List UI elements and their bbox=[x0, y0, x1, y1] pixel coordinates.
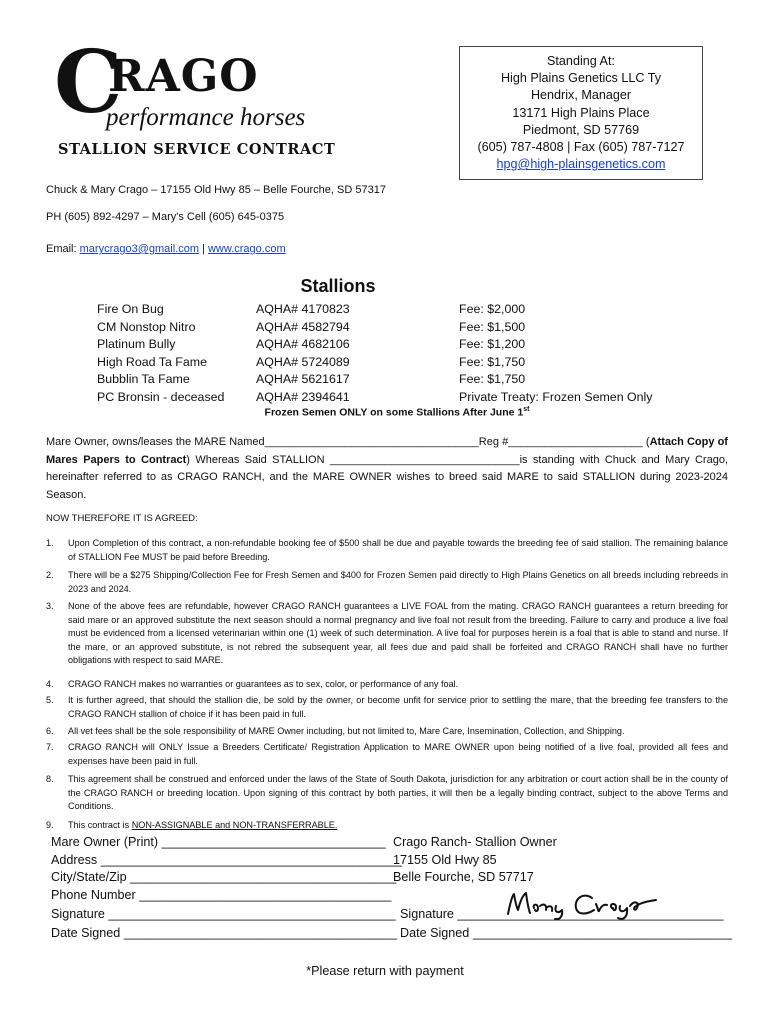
contact-phone: PH (605) 892-4297 – Mary's Cell (605) 645-0375 bbox=[46, 211, 285, 223]
stallion-name: CM Nonstop Nitro bbox=[97, 319, 196, 334]
clause-text bbox=[68, 819, 728, 833]
clause-number: 4. bbox=[46, 679, 54, 689]
contract-title: STALLION SERVICE CONTRACT bbox=[58, 141, 336, 158]
ranch-signature-line[interactable]: Signature ______________________________________ bbox=[400, 907, 724, 921]
standing-line: Standing At: bbox=[547, 54, 615, 68]
stallion-reg: AQHA# 5724089 bbox=[256, 354, 350, 369]
website-link[interactable]: www.crago.com bbox=[207, 243, 286, 255]
logo-initial: C bbox=[54, 32, 121, 133]
stallion-fee: Fee: $1,750 bbox=[459, 372, 526, 386]
city-state-zip-line[interactable]: City/State/Zip ______________________________________ bbox=[51, 870, 397, 884]
standing-line: 13171 High Plains Place bbox=[512, 105, 650, 120]
stallion-reg: AQHA# 4582794 bbox=[256, 319, 350, 334]
contact-address: Chuck & Mary Crago – 17155 Old Hwy 85 – Belle Fourche, SD 57317 bbox=[46, 184, 386, 196]
separator: | bbox=[199, 243, 208, 255]
clause-9-text: This contract is bbox=[68, 820, 132, 830]
intro-text-1: Mare Owner, owns/leases the MARE Named___________________________________Reg #______________________ ( bbox=[46, 436, 650, 448]
clause-text: CRAGO RANCH will ONLY Issue a Breeders Certificate/ Registration Application to MARE OWNER upon being notified of a live foal, provided all fees and expenses have been paid in full. bbox=[68, 742, 728, 766]
stallion-name: Bubblin Ta Fame bbox=[97, 372, 190, 386]
ranch-city: Belle Fourche, SD 57717 bbox=[393, 870, 534, 884]
stallion-fee: Fee: $1,750 bbox=[459, 354, 526, 369]
clause-number: 2. bbox=[46, 570, 54, 580]
ranch-address: 17155 Old Hwy 85 bbox=[393, 853, 497, 867]
clause-number: 9. bbox=[46, 820, 54, 830]
clause-text: None of the above fees are refundable, however CRAGO RANCH guarantees a LIVE FOAL from the mating. CRAGO RANCH guarantees a return breeding for said mare or an approved substitute the next season should a normal pregnancy and live foal not result from the breeding. Failure to carry and produce a live foal must be evidenced from a licensed veterinarian within one (1) week of such determination. A live foal for purposes herein is a foal that is able to stand and nurse. If the mare, or an approved substitute, is not rebred the subsequent year, all fees due and paid shall be forfeited and CRAGO RANCH shall have no further obligations with respect to said MARE. bbox=[68, 601, 728, 666]
phone-number-line[interactable]: Phone Number ____________________________________ bbox=[51, 888, 392, 902]
clause-number: 8. bbox=[46, 774, 54, 784]
stallion-name: Fire On Bug bbox=[97, 302, 164, 316]
address-line[interactable]: Address ___________________________________________ bbox=[51, 853, 402, 867]
handwritten-signature bbox=[500, 886, 660, 922]
clause-number: 5. bbox=[46, 695, 54, 705]
frozen-note-text: Frozen Semen ONLY on some Stallions After June 1 bbox=[264, 406, 524, 419]
stallion-name: Platinum Bully bbox=[97, 337, 176, 351]
clause-number: 7. bbox=[46, 742, 54, 752]
email-link[interactable]: marycrago3@gmail.com bbox=[79, 243, 199, 255]
stallion-name: PC Bronsin - deceased bbox=[97, 389, 225, 404]
clause-text: CRAGO RANCH makes no warranties or guarantees as to sex, color, or performance of any foal. bbox=[68, 679, 459, 689]
intro-attach-papers: Attach Copy of Mares Papers to Contract bbox=[46, 436, 728, 466]
stallions-heading: Stallions bbox=[300, 276, 376, 296]
logo-wordmark: RAGO bbox=[108, 51, 259, 102]
stallion-fee: Fee: $2,000 bbox=[459, 302, 526, 316]
stallion-reg: AQHA# 5621617 bbox=[256, 372, 350, 386]
email-label: Email: bbox=[46, 243, 80, 255]
stallion-fee: Fee: $1,200 bbox=[459, 337, 526, 351]
stallion-fee: Private Treaty: Frozen Semen Only bbox=[459, 389, 653, 404]
logo-subtitle: performance horses bbox=[106, 104, 306, 131]
clause-text: Upon Completion of this contract, a non-refundable booking fee of $500 shall be due and payable towards the breeding fee of said stallion. The remaining balance of STALLION Fee MUST be paid before Breeding. bbox=[68, 538, 728, 562]
intro-text-2: ) Whereas Said STALLION _______________________________is standing with Chuck and Mary Crago, hereinafter referred to as CRAGO RANCH, and the MARE OWNER wishes to breed said MARE to said STALLION during 2023-2024 Season. bbox=[46, 453, 729, 501]
standing-line: (605) 787-4808 | Fax (605) 787-7127 bbox=[477, 140, 685, 155]
clause-text: It is further agreed, that should the stallion die, be sold by the owner, or become unfit for service prior to settling the mare, that the breeding fee transfers to the CRAGO RANCH stallion of choice if it has been paid in full. bbox=[68, 695, 728, 719]
clause-number: 1. bbox=[46, 538, 54, 548]
mare-owner-print-line[interactable]: Mare Owner (Print) ________________________________ bbox=[51, 835, 386, 849]
clause-text: There will be a $275 Shipping/Collection Fee for Fresh Semen and $400 for Frozen Semen paid directly to High Plains Genetics on all breeds including rebreeds in 2023 and 2024. bbox=[68, 570, 728, 594]
owner-signature-line[interactable]: Signature _________________________________________ bbox=[51, 907, 396, 921]
clause-number: 6. bbox=[46, 726, 54, 736]
agreed-heading: NOW THEREFORE IT IS AGREED: bbox=[46, 513, 198, 524]
ranch-date-signed-line[interactable]: Date Signed _____________________________________ bbox=[400, 926, 732, 940]
mare-owner-paragraph bbox=[46, 434, 728, 504]
clause-text: All vet fees shall be the sole responsibility of MARE Owner including, but not limited to, Mare Care, Insemination, Collection, and Shipping. bbox=[68, 726, 625, 736]
clause-number: 3. bbox=[46, 601, 54, 611]
standing-line: Piedmont, SD 57769 bbox=[522, 122, 640, 137]
stallion-name: High Road Ta Fame bbox=[97, 354, 207, 369]
frozen-note-sup: st bbox=[523, 406, 530, 413]
stallion-reg: AQHA# 4682106 bbox=[256, 337, 350, 351]
stallion-fee: Fee: $1,500 bbox=[459, 319, 526, 334]
standing-at-box bbox=[459, 46, 703, 180]
stallion-reg: AQHA# 4170823 bbox=[256, 302, 350, 316]
return-with-payment-note: *Please return with payment bbox=[306, 964, 464, 978]
stallion-reg: AQHA# 2394641 bbox=[256, 389, 350, 404]
frozen-semen-note bbox=[0, 406, 770, 419]
ranch-owner-title: Crago Ranch- Stallion Owner bbox=[393, 835, 557, 849]
standing-line: High Plains Genetics LLC Ty bbox=[500, 71, 662, 86]
owner-date-signed-line[interactable]: Date Signed _______________________________________ bbox=[51, 926, 397, 940]
standing-line: Hendrix, Manager bbox=[530, 88, 632, 103]
clause-text: This agreement shall be construed and enforced under the laws of the State of South Dakota, jurisdiction for any arbitration or court action shall be in the county of the CRAGO RANCH or breeding location. Upon signing of this contract by both parties, it will then be a legally binding contract, subject to the above Terms and Conditions. bbox=[68, 774, 728, 812]
standing-email-link[interactable]: hpg@high-plainsgenetics.com bbox=[496, 157, 666, 172]
clause-9-underline: NON-ASSIGNABLE and NON-TRANSFERRABLE. bbox=[131, 820, 338, 830]
contact-email-line bbox=[46, 243, 286, 255]
